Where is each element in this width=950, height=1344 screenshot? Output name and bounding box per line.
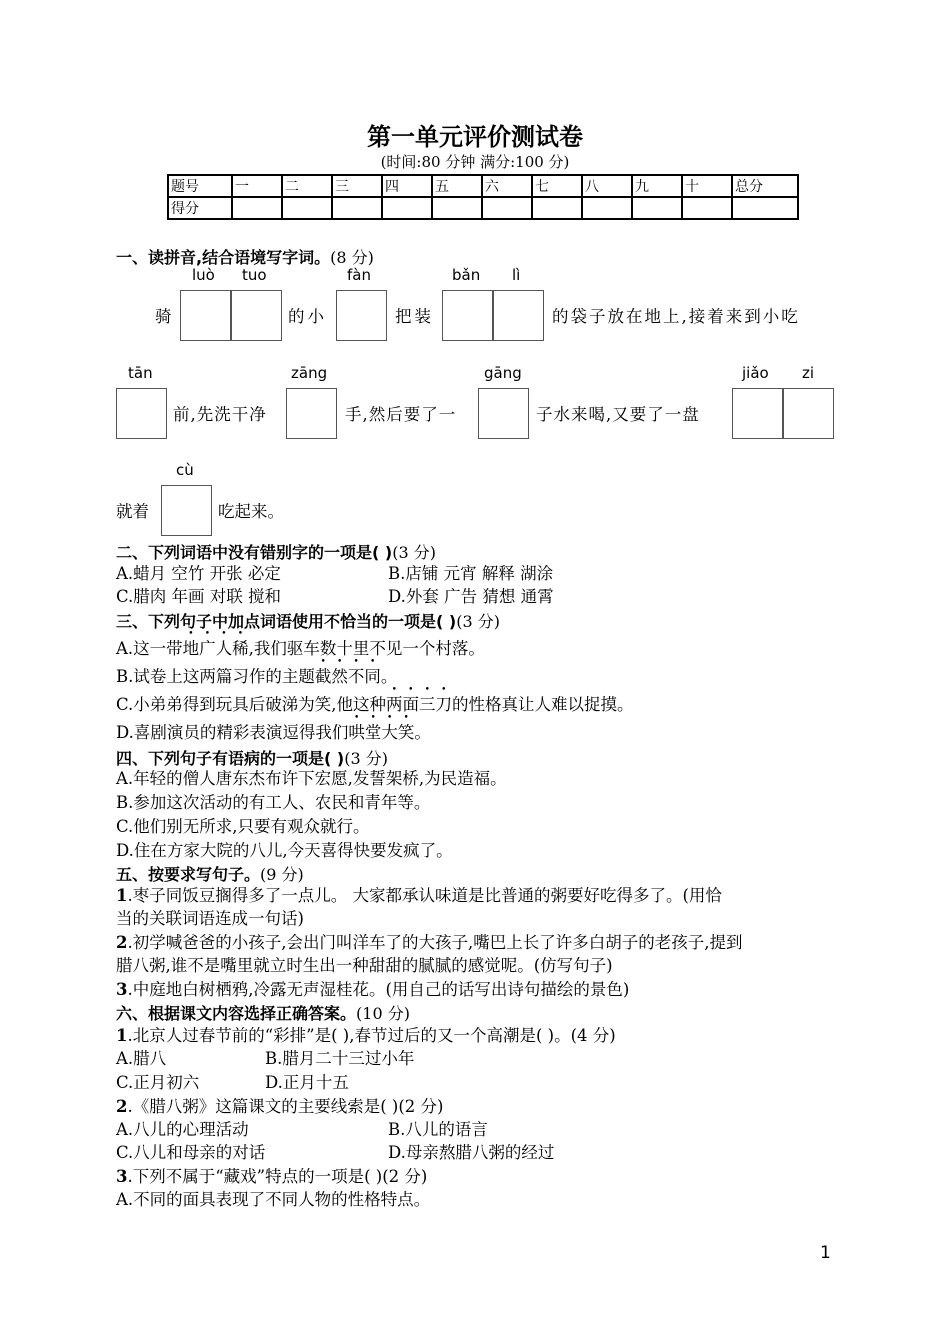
score-header-cell: 三 — [332, 175, 382, 197]
option-text: 。 — [380, 667, 398, 686]
pinyin: tuo — [242, 266, 267, 284]
option-text: C.小弟弟得到玩具后破涕为笑,他这种 — [116, 695, 387, 714]
answer-box[interactable] — [783, 388, 834, 439]
pinyin: jiǎo — [742, 364, 769, 382]
score-cell[interactable] — [482, 197, 532, 219]
score-table — [167, 174, 799, 220]
score-cell[interactable] — [532, 197, 582, 219]
option-d: D.住在方家大院的八儿,今天喜得快要发疯了。 — [116, 841, 453, 860]
section-5-heading — [116, 862, 304, 885]
item-number: 1 — [116, 1026, 128, 1045]
fill-text: 的袋子放在地上,接着来到小吃 — [552, 307, 800, 326]
score-table-header-row — [168, 175, 798, 197]
question-item — [116, 932, 742, 954]
score-cell[interactable] — [632, 197, 682, 219]
section-6-heading — [116, 1001, 410, 1024]
section-2-points: (3 分) — [392, 543, 436, 562]
option-text: A.这一带 — [116, 639, 183, 658]
answer-box[interactable] — [493, 290, 544, 341]
exam-time-and-score: (时间:80 分钟 满分:100 分) — [380, 153, 570, 171]
option-a: A.蜡月 空竹 开张 必定 — [116, 564, 281, 583]
score-header-cell: 题号 — [168, 175, 232, 197]
option-text: B.试卷上这两篇习作的主题 — [116, 667, 315, 686]
score-cell[interactable] — [582, 197, 632, 219]
pinyin: zāng — [291, 364, 328, 382]
option-text: ,我们驱车数十里不见一个村落。 — [248, 639, 485, 658]
score-cell[interactable] — [382, 197, 432, 219]
section-3-title: 三、下列句子中加点词语使用不恰当的一项是( ) — [116, 612, 457, 631]
item-text: .下列不属于“藏戏”特点的一项是( )(2 分) — [127, 1167, 428, 1186]
section-2-title: 二、下列词语中没有错别字的一项是( ) — [116, 543, 393, 562]
emphasis-char: 笑 — [397, 723, 415, 742]
option-b — [116, 666, 397, 688]
emphasis-char: 面 — [402, 695, 420, 714]
pinyin: lì — [512, 266, 521, 284]
score-header-cell: 一 — [232, 175, 282, 197]
score-header-cell: 七 — [532, 175, 582, 197]
question-item-cont — [116, 955, 613, 977]
question-item — [116, 979, 629, 1001]
page-number: 1 — [820, 1243, 831, 1263]
pinyin: zi — [802, 364, 815, 382]
score-table-score-row — [168, 197, 798, 219]
answer-box[interactable] — [116, 388, 167, 439]
score-header-cell: 九 — [632, 175, 682, 197]
section-5-title: 五、按要求写句子。 — [116, 865, 261, 884]
fill-text: 把装 — [395, 307, 434, 326]
emphasis-char: 三 — [419, 695, 436, 714]
fill-text: 骑 — [155, 307, 175, 326]
option-b: B.腊月二十三过小年 — [265, 1049, 415, 1068]
option-c: C.腊肉 年画 对联 搅和 — [116, 587, 282, 606]
option-text: 。 — [414, 723, 431, 742]
section-4-points: (3 分) — [344, 749, 388, 768]
section-3-heading — [116, 609, 500, 632]
emphasis-char: 同 — [364, 667, 381, 686]
answer-box[interactable] — [180, 290, 231, 341]
item-number: 1 — [116, 886, 128, 905]
score-cell[interactable] — [282, 197, 332, 219]
item-text: 腊八粥,谁不是嘴里就立时生出一种甜甜的腻腻的感觉呢。(仿写句子) — [116, 956, 613, 975]
emphasis-char: 哄 — [348, 723, 365, 742]
emphasis-char: 堂 — [364, 723, 382, 742]
fill-text: 手,然后要了一 — [345, 405, 457, 424]
option-text: 的性格真让人难以捉摸。 — [452, 695, 634, 714]
section-5-points: (9 分) — [260, 865, 304, 884]
score-cell[interactable] — [232, 197, 282, 219]
sub-question-3 — [116, 1166, 427, 1188]
option-d: D.母亲熬腊八粥的经过 — [388, 1143, 555, 1162]
emphasis-char: 人 — [215, 639, 233, 658]
answer-box[interactable] — [478, 388, 529, 439]
option-b: B.八儿的语言 — [388, 1120, 488, 1139]
pinyin: tān — [128, 364, 153, 382]
emphasis-char: 大 — [381, 723, 398, 742]
emphasis-char: 不 — [347, 667, 365, 686]
emphasis-char: 广 — [199, 639, 216, 658]
option-b: B.参加这次活动的有工人、农民和青年等。 — [116, 793, 431, 812]
item-number: 3 — [116, 980, 128, 999]
option-c: C.八儿和母亲的对话 — [116, 1143, 266, 1162]
sub-question-2 — [116, 1096, 443, 1118]
pinyin: luò — [192, 266, 215, 284]
score-cell[interactable] — [432, 197, 482, 219]
dotted-phrase — [183, 639, 249, 658]
item-number: 3 — [116, 1167, 128, 1186]
section-6-title: 六、根据课文内容选择正确答案。 — [116, 1004, 357, 1023]
emphasis-char: 稀 — [232, 639, 249, 658]
option-a: A.八儿的心理活动 — [116, 1120, 249, 1139]
item-text: .初学喊爸爸的小孩子,会出门叫洋车了的大孩子,嘴巴上长了许多白胡子的老孩子,提到 — [127, 933, 743, 952]
option-a — [116, 638, 485, 660]
dotted-phrase — [386, 695, 452, 714]
option-b: B.店铺 元宵 解释 湖涂 — [388, 564, 554, 583]
section-2-heading — [116, 540, 436, 563]
dotted-phrase — [315, 667, 381, 686]
score-header-cell: 二 — [282, 175, 332, 197]
option-a: A.年轻的僧人唐东杰布许下宏愿,发誓架桥,为民造福。 — [116, 769, 507, 788]
fill-text: 前,先洗干净 — [173, 405, 267, 424]
pinyin: gāng — [484, 364, 522, 382]
emphasis-char: 两 — [386, 695, 403, 714]
answer-box[interactable] — [732, 388, 783, 439]
item-number: 2 — [116, 1097, 128, 1116]
fill-text: 子水来喝,又要了一盘 — [536, 405, 700, 424]
option-c: C.他们别无所求,只要有观众就行。 — [116, 817, 370, 836]
item-text: .中庭地白树栖鸦,冷露无声湿桂花。(用自己的话写出诗句描绘的景色) — [127, 980, 630, 999]
score-cell[interactable] — [732, 197, 798, 219]
pinyin: bǎn — [452, 266, 481, 284]
item-number: 2 — [116, 933, 128, 952]
answer-box[interactable] — [161, 485, 212, 536]
page-title: 第一单元评价测试卷 — [367, 123, 583, 151]
score-header-cell: 十 — [682, 175, 732, 197]
section-4-heading — [116, 746, 388, 769]
item-text: .北京人过春节前的“彩排”是( ),春节过后的又一个高潮是( )。(4 分) — [127, 1026, 616, 1045]
score-row-label: 得分 — [168, 197, 232, 219]
question-item-cont — [116, 908, 304, 930]
question-item — [116, 885, 722, 907]
fill-text: 就着 — [116, 502, 149, 521]
answer-box[interactable] — [231, 290, 282, 341]
option-d: D.外套 广告 猜想 通霄 — [388, 587, 554, 606]
section-6-points: (10 分) — [356, 1004, 410, 1023]
section-3-points: (3 分) — [456, 612, 500, 631]
score-cell[interactable] — [682, 197, 732, 219]
section-1-heading — [116, 245, 374, 268]
dotted-phrase — [348, 723, 414, 742]
emphasis-char: 截 — [314, 667, 332, 686]
option-a: A.腊八 — [116, 1049, 167, 1068]
answer-box[interactable] — [286, 388, 337, 439]
score-header-cell: 总分 — [732, 175, 798, 197]
option-a: A.不同的面具表现了不同人物的性格特点。 — [116, 1190, 431, 1209]
fill-text: 的小 — [288, 307, 327, 326]
option-d — [116, 722, 431, 744]
score-header-cell: 五 — [432, 175, 482, 197]
section-1-title: 一、读拼音,结合语境写字词。 — [116, 248, 331, 267]
option-d: D.正月十五 — [265, 1073, 349, 1092]
emphasis-char: 刀 — [435, 695, 453, 714]
pinyin: cù — [176, 461, 194, 479]
emphasis-char: 地 — [182, 639, 200, 658]
score-cell[interactable] — [332, 197, 382, 219]
score-header-cell: 四 — [382, 175, 432, 197]
pinyin: fàn — [347, 266, 371, 284]
answer-box[interactable] — [336, 290, 387, 341]
emphasis-char: 然 — [331, 667, 348, 686]
answer-box[interactable] — [442, 290, 493, 341]
option-c: C.正月初六 — [116, 1073, 200, 1092]
sub-question-1 — [116, 1025, 616, 1047]
item-text: 当的关联词语连成一句话) — [116, 909, 304, 928]
fill-text: 吃起来。 — [218, 502, 284, 521]
section-1-points: (8 分) — [330, 248, 374, 267]
item-text: .枣子同饭豆搁得多了一点儿。 大家都承认味道是比普通的粥要好吃得多了。(用恰 — [127, 886, 722, 905]
option-text: D.喜剧演员的精彩表演逗得我们 — [116, 723, 349, 742]
item-text: .《腊八粥》这篇课文的主要线索是( )(2 分) — [127, 1097, 444, 1116]
score-header-cell: 六 — [482, 175, 532, 197]
section-4-title: 四、下列句子有语病的一项是( ) — [116, 749, 345, 768]
score-header-cell: 八 — [582, 175, 632, 197]
